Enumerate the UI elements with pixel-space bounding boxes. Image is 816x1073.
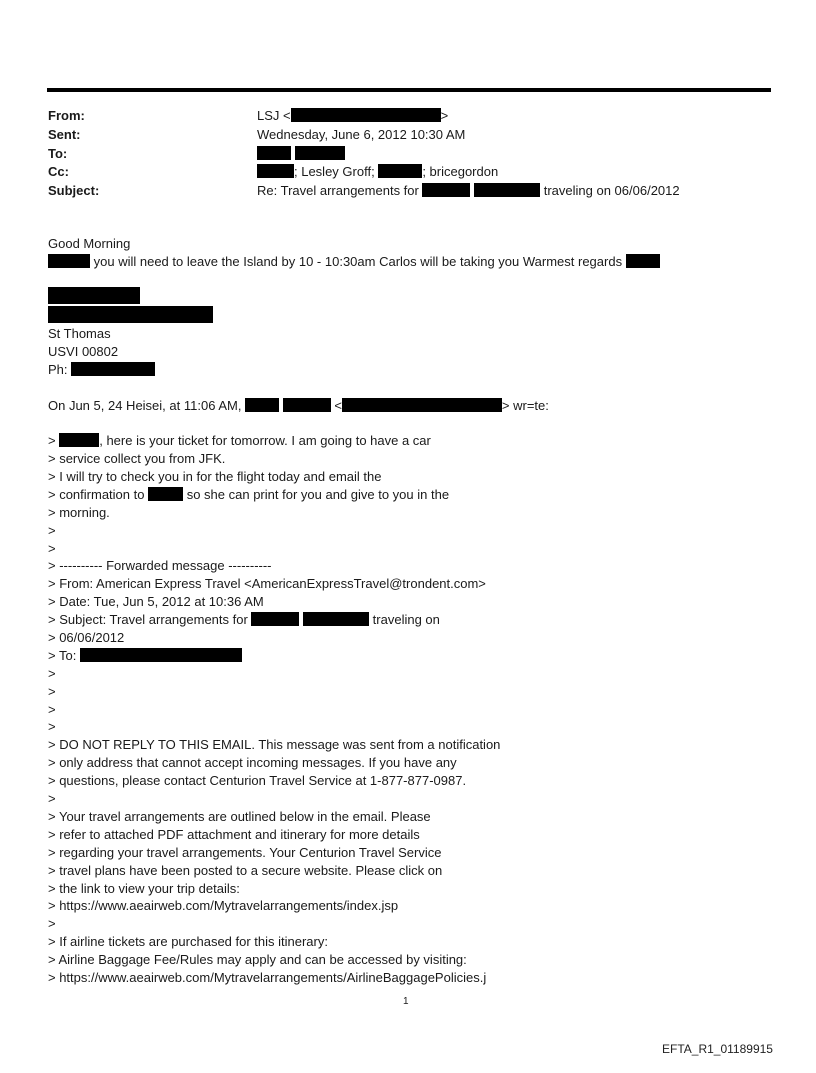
redaction — [48, 254, 90, 268]
quoted-line: > From: American Express Travel <AmericanExpressTravel@trondent.com> — [48, 576, 486, 591]
quoted-line[interactable]: > https://www.aeairweb.com/Mytravelarrangements/AirlineBaggagePolicies.j — [48, 970, 487, 985]
address-phone — [48, 361, 155, 378]
cc-label: Cc: — [48, 164, 69, 179]
quoted-line: > travel plans have been posted to a secure website. Please click on — [48, 863, 443, 878]
from-label: From: — [48, 108, 85, 123]
redaction — [257, 146, 291, 160]
quoted-line: > questions, please contact Centurion Travel Service at 1-877-877-0987. — [48, 773, 467, 788]
redaction — [71, 362, 155, 376]
quoted-line: > Your travel arrangements are outlined below in the email. Please — [48, 809, 431, 824]
quoted-line — [48, 647, 242, 664]
quoted-line: > DO NOT REPLY TO THIS EMAIL. This message was sent from a notification — [48, 737, 501, 752]
sent-label: Sent: — [48, 127, 81, 142]
quoted-line: > — [48, 684, 56, 699]
reply-prefix: On Jun 5, 24 Heisei, at 11:06 AM, — [48, 398, 242, 413]
quoted-line: > If airline tickets are purchased for this itinerary: — [48, 934, 328, 949]
redaction — [245, 398, 279, 412]
reply-suffix: > wr=te: — [501, 398, 549, 413]
redaction — [251, 612, 299, 626]
quoted-line: > — [48, 719, 56, 734]
quote-text: > confirmation to — [48, 487, 145, 502]
to-label: To: — [48, 146, 68, 161]
redaction — [342, 398, 502, 412]
quoted-line: > — [48, 916, 56, 931]
to-value — [257, 145, 345, 162]
quoted-line: > ---------- Forwarded message ---------- — [48, 558, 272, 573]
quoted-line: > I will try to check you in for the flight today and email the — [48, 469, 382, 484]
quoted-line: > — [48, 523, 56, 538]
from-end: > — [440, 108, 449, 123]
quoted-line — [48, 486, 449, 503]
from-value — [257, 107, 448, 124]
quote-text: > To: — [48, 648, 77, 663]
redaction — [295, 146, 345, 160]
redaction — [59, 433, 99, 447]
sent-value: Wednesday, June 6, 2012 10:30 AM — [257, 127, 466, 142]
cc-value — [257, 163, 498, 180]
redaction — [474, 183, 540, 197]
subject-value — [257, 182, 680, 199]
quoted-line: > — [48, 791, 56, 806]
quoted-line: > regarding your travel arrangements. Your Centurion Travel Service — [48, 845, 442, 860]
quoted-line: > — [48, 666, 56, 681]
redaction — [378, 164, 422, 178]
quoted-line: > only address that cannot accept incoming messages. If you have any — [48, 755, 457, 770]
subject-label: Subject: — [48, 183, 100, 198]
greeting: Good Morning — [48, 236, 131, 251]
quote-text: > Subject: Travel arrangements for — [48, 612, 248, 627]
quoted-line: > — [48, 702, 56, 717]
quote-marker: > — [48, 433, 56, 448]
quoted-line: > 06/06/2012 — [48, 630, 125, 645]
quoted-line — [48, 611, 440, 628]
address-zip: USVI 00802 — [48, 344, 119, 359]
redaction — [303, 612, 369, 626]
reply-intro — [48, 397, 549, 414]
quote-text: traveling on — [372, 612, 440, 627]
quoted-line: > Airline Baggage Fee/Rules may apply and can be accessed by visiting: — [48, 952, 467, 967]
quoted-line[interactable]: > https://www.aeairweb.com/Mytravelarrangements/index.jsp — [48, 898, 399, 913]
page-number: 1 — [403, 996, 409, 1007]
header-divider — [47, 88, 771, 92]
redaction — [148, 487, 183, 501]
quoted-line: > Date: Tue, Jun 5, 2012 at 10:36 AM — [48, 594, 264, 609]
subject-prefix: Re: Travel arrangements for — [257, 183, 419, 198]
reply-lt: < — [334, 398, 342, 413]
redaction — [422, 183, 470, 197]
quoted-line — [48, 432, 431, 449]
quoted-line: > morning. — [48, 505, 110, 520]
quoted-line: > the link to view your trip details: — [48, 881, 240, 896]
redaction — [291, 108, 441, 122]
message-line — [48, 253, 660, 270]
quoted-line: > refer to attached PDF attachment and itinerary for more details — [48, 827, 420, 842]
signature-redaction — [48, 287, 140, 304]
quote-text: , here is your ticket for tomorrow. I am going to have a car — [99, 433, 431, 448]
cc-part1: ; Lesley Groff; — [294, 164, 375, 179]
quote-text: so she can print for you and give to you in the — [186, 487, 450, 502]
redaction — [283, 398, 331, 412]
signature-redaction — [48, 306, 213, 323]
quoted-line: > service collect you from JFK. — [48, 451, 226, 466]
redaction — [626, 254, 660, 268]
redaction — [257, 164, 294, 178]
bates-stamp: EFTA_R1_01189915 — [662, 1042, 773, 1056]
redaction — [80, 648, 242, 662]
subject-suffix: traveling on 06/06/2012 — [543, 183, 680, 198]
quoted-line: > — [48, 541, 56, 556]
address-city: St Thomas — [48, 326, 111, 341]
from-name: LSJ < — [257, 108, 291, 123]
phone-label: Ph: — [48, 362, 68, 377]
message-text: you will need to leave the Island by 10 - 10:30am Carlos will be taking you Warmest regards — [93, 254, 623, 269]
cc-part2: ; bricegordon — [422, 164, 499, 179]
